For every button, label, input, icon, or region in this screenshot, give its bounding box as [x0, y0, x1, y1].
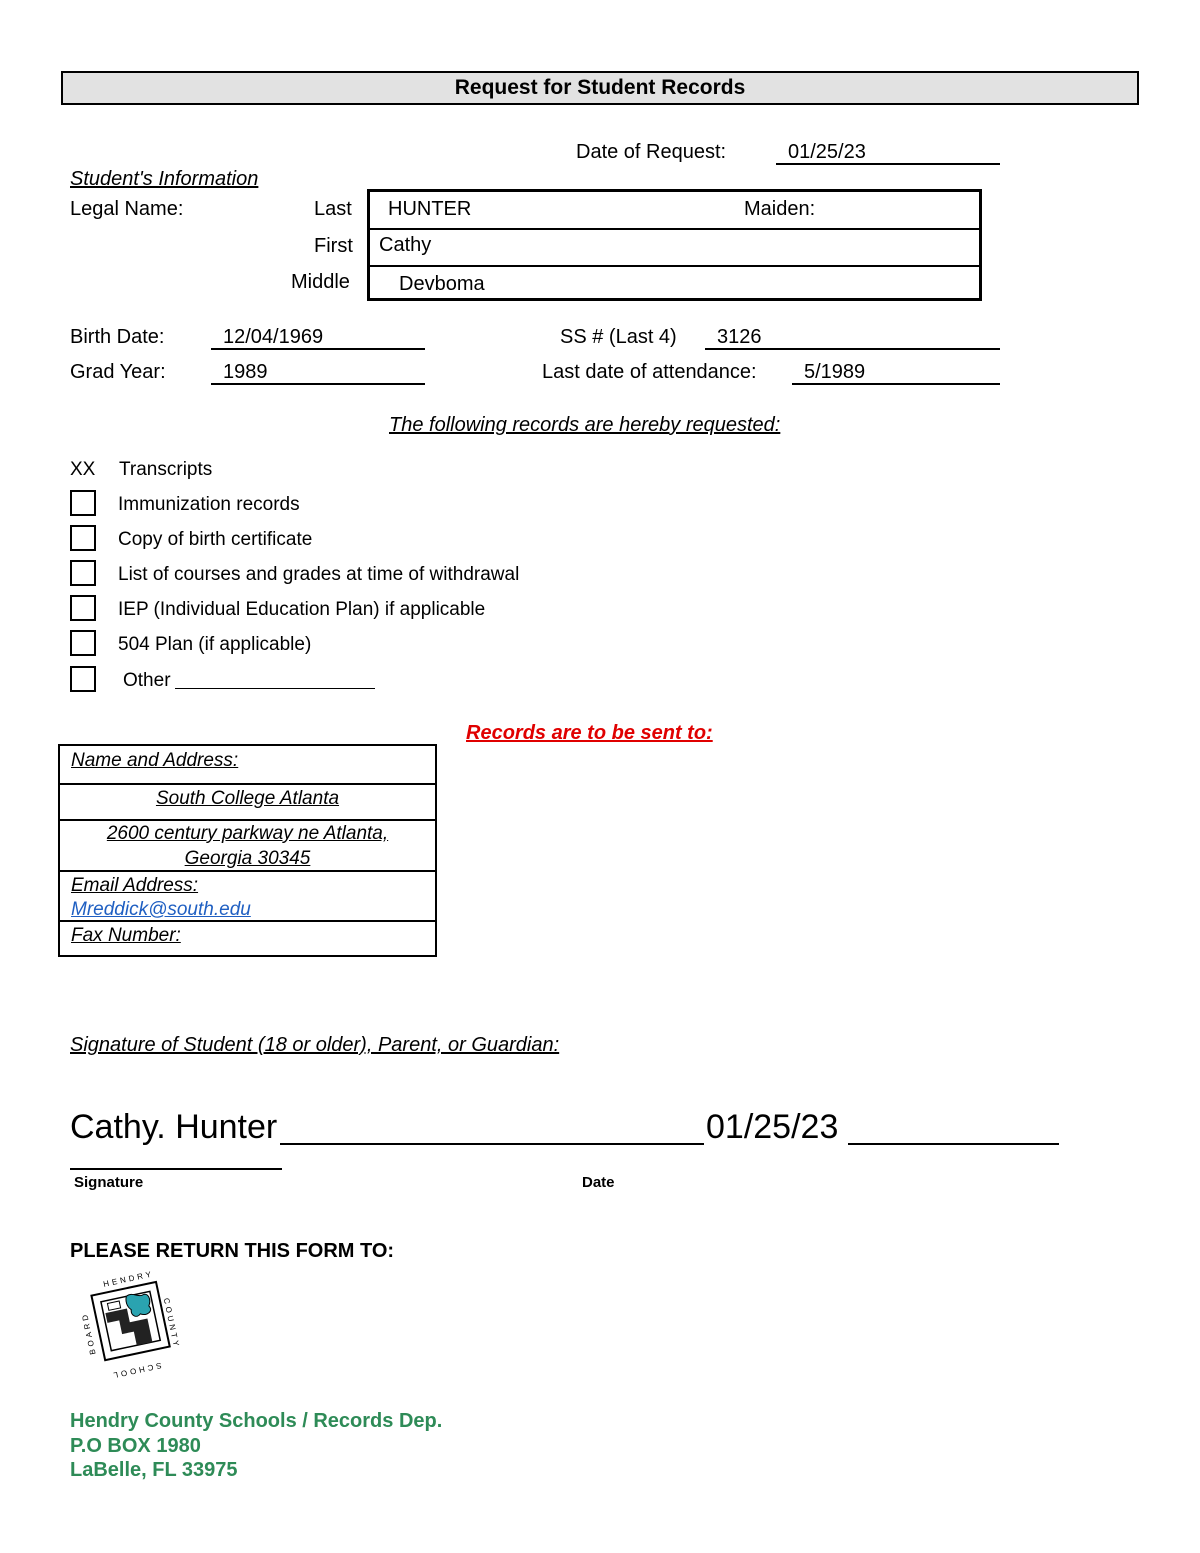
form-title: Request for Student Records — [61, 71, 1139, 105]
immunization-label: Immunization records — [118, 494, 300, 515]
birth-date-label: Birth Date: — [70, 326, 165, 348]
first-name-label: First — [314, 235, 353, 257]
other-checkbox[interactable] — [70, 666, 96, 692]
immunization-checkbox[interactable] — [70, 490, 96, 516]
svg-text:HENDRY: HENDRY — [102, 1269, 155, 1289]
return-address-line2: P.O BOX 1980 — [70, 1435, 201, 1457]
other-input-line[interactable] — [175, 688, 375, 689]
recipient-address-field[interactable]: 2600 century parkway ne Atlanta, Georgia 30345 — [106, 823, 389, 869]
signature-underline — [70, 1168, 282, 1170]
return-address-line3: LaBelle, FL 33975 — [70, 1459, 238, 1481]
grad-year-label: Grad Year: — [70, 361, 166, 383]
first-name-field[interactable]: Cathy — [379, 234, 432, 256]
students-information-heading: Student's Information — [70, 168, 259, 190]
return-address-line1: Hendry County Schools / Records Dep. — [70, 1410, 443, 1432]
email-link[interactable]: Mreddick@south.edu — [71, 899, 251, 920]
signature-value[interactable]: Cathy. Hunter — [70, 1108, 278, 1146]
iep-label: IEP (Individual Education Plan) if applicable — [118, 599, 486, 620]
signature-caption: Signature — [74, 1174, 144, 1191]
signature-heading: Signature of Student (18 or older), Parent, or Guardian: — [70, 1034, 560, 1056]
plan-504-label: 504 Plan (if applicable) — [118, 634, 312, 655]
date-of-request-field[interactable]: 01/25/23 — [776, 141, 1000, 165]
middle-name-field[interactable]: Devboma — [399, 273, 485, 295]
signature-line — [280, 1143, 704, 1145]
iep-checkbox[interactable] — [70, 595, 96, 621]
courses-grades-checkbox[interactable] — [70, 560, 96, 586]
school-board-seal-icon — [72, 1266, 190, 1380]
first-name-row[interactable] — [370, 228, 979, 267]
date-of-request-label: Date of Request: — [576, 141, 727, 163]
other-label: Other — [123, 670, 171, 691]
last-attendance-label: Last date of attendance: — [542, 361, 757, 383]
last-attendance-field[interactable]: 5/1989 — [792, 361, 1000, 385]
name-address-cell — [60, 746, 435, 785]
signature-date-line — [848, 1143, 1059, 1145]
name-address-label: Name and Address: — [71, 750, 239, 771]
middle-name-label: Middle — [291, 271, 350, 293]
maiden-name-label: Maiden: — [744, 198, 816, 220]
ss-last4-label: SS # (Last 4) — [560, 326, 677, 348]
svg-text:BOARD: BOARD — [79, 1311, 98, 1356]
records-sent-to-heading: Records are to be sent to: — [466, 722, 713, 744]
svg-text:SCHOOL: SCHOOL — [109, 1360, 163, 1380]
plan-504-checkbox[interactable] — [70, 630, 96, 656]
email-label: Email Address: — [71, 875, 199, 896]
send-to-table — [58, 744, 437, 957]
date-caption: Date — [582, 1174, 615, 1191]
fax-cell[interactable] — [60, 922, 435, 957]
last-name-label: Last — [314, 198, 352, 220]
recipient-name-field[interactable]: South College Atlanta — [155, 788, 340, 809]
courses-grades-label: List of courses and grades at time of withdrawal — [118, 564, 520, 585]
birth-certificate-checkbox[interactable] — [70, 525, 96, 551]
recipient-address-cell[interactable] — [60, 821, 435, 872]
recipient-name-cell[interactable] — [60, 785, 435, 821]
transcripts-label: Transcripts — [119, 459, 213, 480]
legal-name-box — [367, 189, 982, 301]
signature-date-value[interactable]: 01/25/23 — [706, 1108, 839, 1146]
transcripts-mark[interactable]: XX — [70, 459, 96, 480]
email-cell[interactable] — [60, 872, 435, 922]
birth-date-field[interactable]: 12/04/1969 — [211, 326, 425, 350]
svg-text:COUNTY: COUNTY — [161, 1297, 182, 1350]
hendry-county-schools-logo — [72, 1266, 190, 1380]
birth-certificate-label: Copy of birth certificate — [118, 529, 313, 550]
last-name-field[interactable]: HUNTER — [388, 198, 472, 220]
fax-label: Fax Number: — [71, 925, 181, 946]
return-heading: PLEASE RETURN THIS FORM TO: — [70, 1240, 395, 1262]
middle-name-row[interactable] — [370, 265, 979, 301]
grad-year-field[interactable]: 1989 — [211, 361, 425, 385]
last-name-row[interactable] — [370, 192, 979, 230]
records-requested-heading: The following records are hereby requested: — [389, 414, 781, 436]
ss-last4-field[interactable]: 3126 — [705, 326, 1000, 350]
legal-name-label: Legal Name: — [70, 198, 184, 220]
